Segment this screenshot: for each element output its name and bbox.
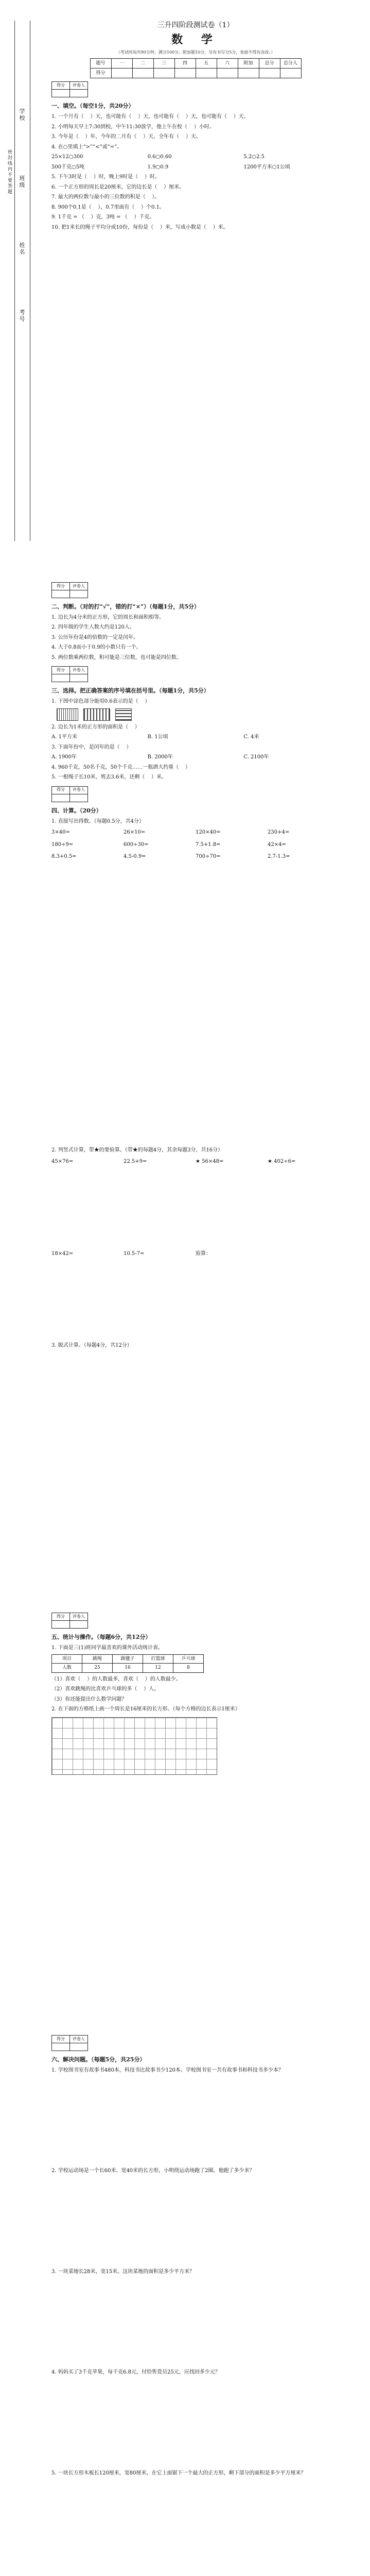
score-head: 六 bbox=[217, 59, 238, 69]
question: 4. 在○里填上“>”“<”或“=”。 bbox=[51, 144, 122, 150]
decimal-blocks-figure bbox=[115, 708, 132, 721]
oral-calc-grid bbox=[51, 829, 340, 860]
grader-label: 评卷人 bbox=[70, 786, 88, 794]
compare-item: 500千克○5吨 bbox=[51, 164, 85, 170]
calc2-title: 2. 列竖式计算，带★的要验算。（带★的每题4分，其余每题3分，共16分） bbox=[51, 1147, 223, 1153]
scorer-label: 得分 bbox=[52, 583, 70, 590]
calc-item: 600÷30= bbox=[124, 841, 149, 848]
score-cell[interactable] bbox=[174, 69, 196, 78]
score-head: 二 bbox=[132, 59, 153, 69]
calc2-item: 18×42= bbox=[51, 1251, 74, 1257]
scorer-cell[interactable] bbox=[52, 1621, 70, 1629]
stat-cell: 人数 bbox=[52, 1664, 82, 1672]
grader-cell[interactable] bbox=[70, 90, 88, 97]
score-table bbox=[90, 58, 302, 78]
score-row-label: 得分 bbox=[90, 69, 111, 78]
stat-head: 跳绳 bbox=[82, 1655, 113, 1664]
compare-row bbox=[51, 154, 340, 161]
choice-option: B. 1公顷 bbox=[147, 734, 168, 740]
grader-cell[interactable] bbox=[70, 674, 88, 682]
calc2-item: 45×76= bbox=[51, 1158, 74, 1164]
page-5 bbox=[0, 2035, 370, 2576]
stat-cell: 8 bbox=[173, 1664, 204, 1672]
section-4-heading: 四、计算。（20分） bbox=[51, 807, 102, 814]
score-cell[interactable] bbox=[217, 69, 238, 78]
calc-item: 2.7-1.3= bbox=[268, 854, 290, 860]
page-5-content bbox=[51, 2035, 340, 2480]
judge-item: 3. 公历年份是4的倍数的一定是闰年。 bbox=[51, 634, 139, 640]
score-cell[interactable] bbox=[153, 69, 174, 78]
score-head: 题号 bbox=[90, 59, 111, 69]
choice-item: 3. 下面年份中，是闰年的是（ ） bbox=[51, 744, 132, 750]
draw-title: 2. 在下面的方格纸上画一个周长是16厘米的长方形。（每个方格的边长表示1厘米） bbox=[51, 1706, 240, 1713]
seal-class: 班级 bbox=[19, 175, 25, 189]
scorer-label: 得分 bbox=[52, 1613, 70, 1621]
scorer-cell[interactable] bbox=[52, 2043, 70, 2051]
section-2-heading: 二、判断。（对的打“√”，错的打“×”）（每题1分，共5分） bbox=[51, 603, 200, 610]
calc-item: 230+4= bbox=[268, 829, 290, 836]
choice-option: C. 4米 bbox=[243, 734, 259, 740]
scorer-box bbox=[51, 1613, 88, 1629]
seal-name: 姓名 bbox=[19, 242, 25, 256]
score-head: 三 bbox=[153, 59, 174, 69]
score-cell[interactable] bbox=[132, 69, 153, 78]
compare-item: 0.6○0.60 bbox=[147, 154, 172, 160]
calc-item: 8.3+0.5= bbox=[51, 854, 77, 860]
calc-item: 3×40= bbox=[51, 829, 70, 836]
stat-head: 打篮球 bbox=[143, 1655, 173, 1664]
choice-option: C. 2100年 bbox=[243, 754, 269, 760]
page-3 bbox=[0, 1144, 370, 1463]
stat-head: 乒乓球 bbox=[173, 1655, 204, 1664]
score-cell[interactable] bbox=[196, 69, 217, 78]
choice-item: 5. 一根绳子长10米，剪去3.6米，还剩（ ）米。 bbox=[51, 774, 167, 781]
calc2-item: 验算： bbox=[196, 1251, 211, 1257]
stat-cell: 16 bbox=[113, 1664, 143, 1672]
question: 1. 一个月有（ ）天，也可能有（ ）天，也可能有（ ）天，也可能有（ ）天。 bbox=[51, 114, 249, 120]
answer-space[interactable] bbox=[51, 2178, 340, 2265]
answer-space[interactable] bbox=[51, 2379, 340, 2467]
page-4 bbox=[0, 1613, 370, 1901]
scorer-box bbox=[51, 2035, 88, 2051]
seal-id: 考号 bbox=[19, 309, 25, 323]
answer-space[interactable] bbox=[51, 2077, 340, 2164]
problem: 5. 一块长方形木板长120厘米，宽80厘米，在它上面锯下一个最大的正方形，剩下部分的面积是多少平方厘米？ bbox=[51, 2470, 306, 2476]
grader-label: 评卷人 bbox=[70, 82, 88, 90]
scorer-box bbox=[51, 582, 88, 598]
question: 8. 900个0.1是（ ），0.7里面有（ ）个0.1。 bbox=[51, 204, 165, 210]
grader-cell[interactable] bbox=[70, 1621, 88, 1629]
stat-head: 踢毽子 bbox=[113, 1655, 143, 1664]
calc-item: 42×4= bbox=[268, 841, 286, 848]
grader-label: 评卷人 bbox=[70, 1613, 88, 1621]
choice-option: A. 1900年 bbox=[51, 754, 77, 760]
choice-item: 4. 960千克，50名千克，50个千克……一瓶酒大约重（ ） bbox=[51, 764, 190, 770]
scorer-cell[interactable] bbox=[52, 590, 70, 598]
scorer-box bbox=[51, 666, 88, 682]
calc-item: 180÷9= bbox=[51, 841, 74, 848]
question: 7. 最大的两位数与最小的三位数的积是（ ）。 bbox=[51, 194, 160, 200]
scorer-box bbox=[51, 81, 88, 97]
problem: 1. 学校图书室有故事书480本，科技书比故事书少120本。学校图书室一共有故事书和科技书多少本？ bbox=[51, 2067, 284, 2073]
calc2-item: ★ 56×48= bbox=[196, 1158, 224, 1164]
score-head: 一 bbox=[111, 59, 132, 69]
grader-label: 评卷人 bbox=[70, 583, 88, 590]
compare-row bbox=[51, 164, 340, 171]
vertical-calc-grid-2 bbox=[51, 1250, 340, 1258]
judge-item: 2. 四年级的学生人数大约是120人。 bbox=[51, 624, 135, 631]
question: 3. 今年是（ ）年，今年的二月有（ ）天，全年有（ ）天。 bbox=[51, 134, 201, 140]
judge-item: 5. 两位数乘两位数，积可能是三位数，也可能是四位数。 bbox=[51, 654, 182, 660]
stat-question: （3）你还能提出什么数学问题？ bbox=[51, 1696, 127, 1702]
problem: 2. 学校运动场是一个长60米、宽40米的长方形，小明绕运动场跑了2圈，他跑了多少米？ bbox=[51, 2168, 255, 2174]
page-2 bbox=[0, 582, 370, 1108]
choice-item: 1. 下图中涂色部分能用0.6表示的是（ ） bbox=[51, 699, 150, 705]
stat-title: 1. 下面是三(1)班同学最喜欢的课外活动统计表。 bbox=[51, 1645, 163, 1651]
page-1 bbox=[0, 0, 370, 567]
score-cell[interactable] bbox=[280, 69, 301, 78]
scorer-label: 得分 bbox=[52, 667, 70, 674]
question: 10. 把1米长的绳子平均分成10份，每份是（ ）米，写成小数是（ ）米。 bbox=[51, 224, 228, 230]
calc-item: 7.5+1.8= bbox=[196, 841, 221, 848]
compare-item: 5.2○2.5 bbox=[243, 154, 265, 160]
stat-cell: 12 bbox=[143, 1664, 173, 1672]
work-space[interactable] bbox=[51, 1262, 340, 1339]
seal-margin bbox=[3, 21, 39, 541]
question: 9. 1千克 = （ ）克，3吨 = （ ）千克。 bbox=[51, 214, 155, 221]
seal-school: 学校 bbox=[19, 108, 25, 122]
score-head: 总分 bbox=[259, 59, 280, 69]
exam-subject: 数 学 bbox=[171, 32, 220, 46]
problem: 3. 一块菜地长28米，宽15米。这块菜地的面积是多少平方米？ bbox=[51, 2268, 195, 2275]
calc-item: 26×10= bbox=[124, 829, 146, 836]
compare-item: 25×12○300 bbox=[51, 154, 83, 160]
scorer-cell[interactable] bbox=[52, 674, 70, 682]
scorer-label: 得分 bbox=[52, 786, 70, 794]
page-1-content bbox=[51, 21, 340, 234]
grader-cell[interactable] bbox=[70, 794, 88, 802]
section-5-heading: 五、统计与操作。（每题6分，共12分） bbox=[51, 1634, 151, 1640]
scorer-label: 得分 bbox=[52, 82, 70, 90]
decimal-grid-figure bbox=[57, 708, 78, 721]
answer-space[interactable] bbox=[51, 2278, 340, 2366]
calc-title: 1. 直接写出得数。（每题0.5分，共4分） bbox=[51, 818, 144, 824]
choice-option: A. 1平方米 bbox=[51, 734, 77, 740]
calc-item: 700÷70= bbox=[196, 854, 221, 860]
scorer-box bbox=[51, 786, 88, 802]
score-head: 附加 bbox=[238, 59, 259, 69]
grader-label: 评卷人 bbox=[70, 2036, 88, 2043]
question: 2. 小明每天早上7:30到校，中午11:30放学，他上午在校（ ）小时。 bbox=[51, 124, 215, 130]
work-space[interactable] bbox=[51, 1169, 340, 1246]
scorer-cell[interactable] bbox=[52, 90, 70, 97]
question: 6. 一个正方形的周长是20厘米，它的边长是（ ）厘米。 bbox=[51, 184, 185, 190]
grader-label: 评卷人 bbox=[70, 667, 88, 674]
compare-item: 1200平方米○1公顷 bbox=[243, 164, 290, 170]
section-6-heading: 六、解决问题。（每题5分，共25分） bbox=[51, 2056, 146, 2063]
stat-cell: 25 bbox=[82, 1664, 113, 1672]
vertical-calc-grid bbox=[51, 1158, 340, 1165]
page-3-content bbox=[51, 1144, 340, 1352]
calc-item: 120×40= bbox=[196, 829, 221, 836]
score-head: 总分人 bbox=[280, 59, 301, 69]
score-head: 五 bbox=[196, 59, 217, 69]
stat-head: 项目 bbox=[52, 1655, 82, 1664]
section-1-heading: 一、填空。（每空1分，共20分） bbox=[51, 103, 134, 110]
calc2-item: ★ 402÷6= bbox=[268, 1158, 296, 1164]
exam-title: 三升四阶段测试卷（1） bbox=[157, 21, 234, 29]
grid-paper[interactable] bbox=[51, 1717, 217, 1775]
question: 5. 下午3时是（ ）时，晚上9时是（ ）时。 bbox=[51, 174, 160, 180]
score-cell[interactable] bbox=[238, 69, 259, 78]
page-4-content bbox=[51, 1613, 340, 1779]
choice-option: B. 2000年 bbox=[147, 754, 173, 760]
grader-cell[interactable] bbox=[70, 2043, 88, 2051]
grader-cell[interactable] bbox=[70, 590, 88, 598]
calc3-title: 3. 脱式计算。（每题4分，共12分） bbox=[51, 1342, 132, 1348]
score-cell[interactable] bbox=[259, 69, 280, 78]
compare-item: 1.9○0.9 bbox=[147, 164, 169, 170]
score-head: 四 bbox=[174, 59, 196, 69]
decimal-bars-figure bbox=[83, 708, 110, 721]
choice-options bbox=[51, 754, 340, 761]
stat-question: （2）喜欢跳绳的比喜欢乒乓球的多（ ）人。 bbox=[51, 1686, 160, 1692]
exam-note: （考试时间共90分钟，满分100分。附加题10分，另有书写分5分，卷面不得有涂改。） bbox=[116, 49, 275, 55]
calc-item: 4.5-0.9= bbox=[124, 854, 146, 860]
choice-options bbox=[51, 734, 340, 741]
score-cell[interactable] bbox=[111, 69, 132, 78]
stat-question: （1）喜欢（ ）的人数最多，喜欢（ ）的人数最少。 bbox=[51, 1676, 181, 1682]
page-2-content bbox=[51, 582, 340, 865]
seal-cut-text: 密封线内不要答题 bbox=[7, 149, 12, 195]
scorer-label: 得分 bbox=[52, 2036, 70, 2043]
scorer-cell[interactable] bbox=[52, 794, 70, 802]
stat-table bbox=[51, 1654, 204, 1672]
problem: 4. 妈妈买了3千克苹果，每千克6.8元，付给售货员25元，应找回多少元？ bbox=[51, 2369, 220, 2376]
calc2-item: 22.5+9= bbox=[124, 1158, 147, 1164]
choice-item: 2. 边长为1米的正方形的面积是（ ） bbox=[51, 724, 140, 730]
section-3-heading: 三、选择。把正确答案的序号填在括号里。（每题1分，共5分） bbox=[51, 687, 209, 694]
judge-item: 1. 边长为4分米的正方形，它的周长和面积相等。 bbox=[51, 614, 165, 620]
calc2-item: 10.5-7= bbox=[124, 1251, 145, 1257]
judge-item: 4. 大于0.8而小于0.9的小数只有一个。 bbox=[51, 645, 142, 651]
choice-figures bbox=[57, 708, 340, 721]
